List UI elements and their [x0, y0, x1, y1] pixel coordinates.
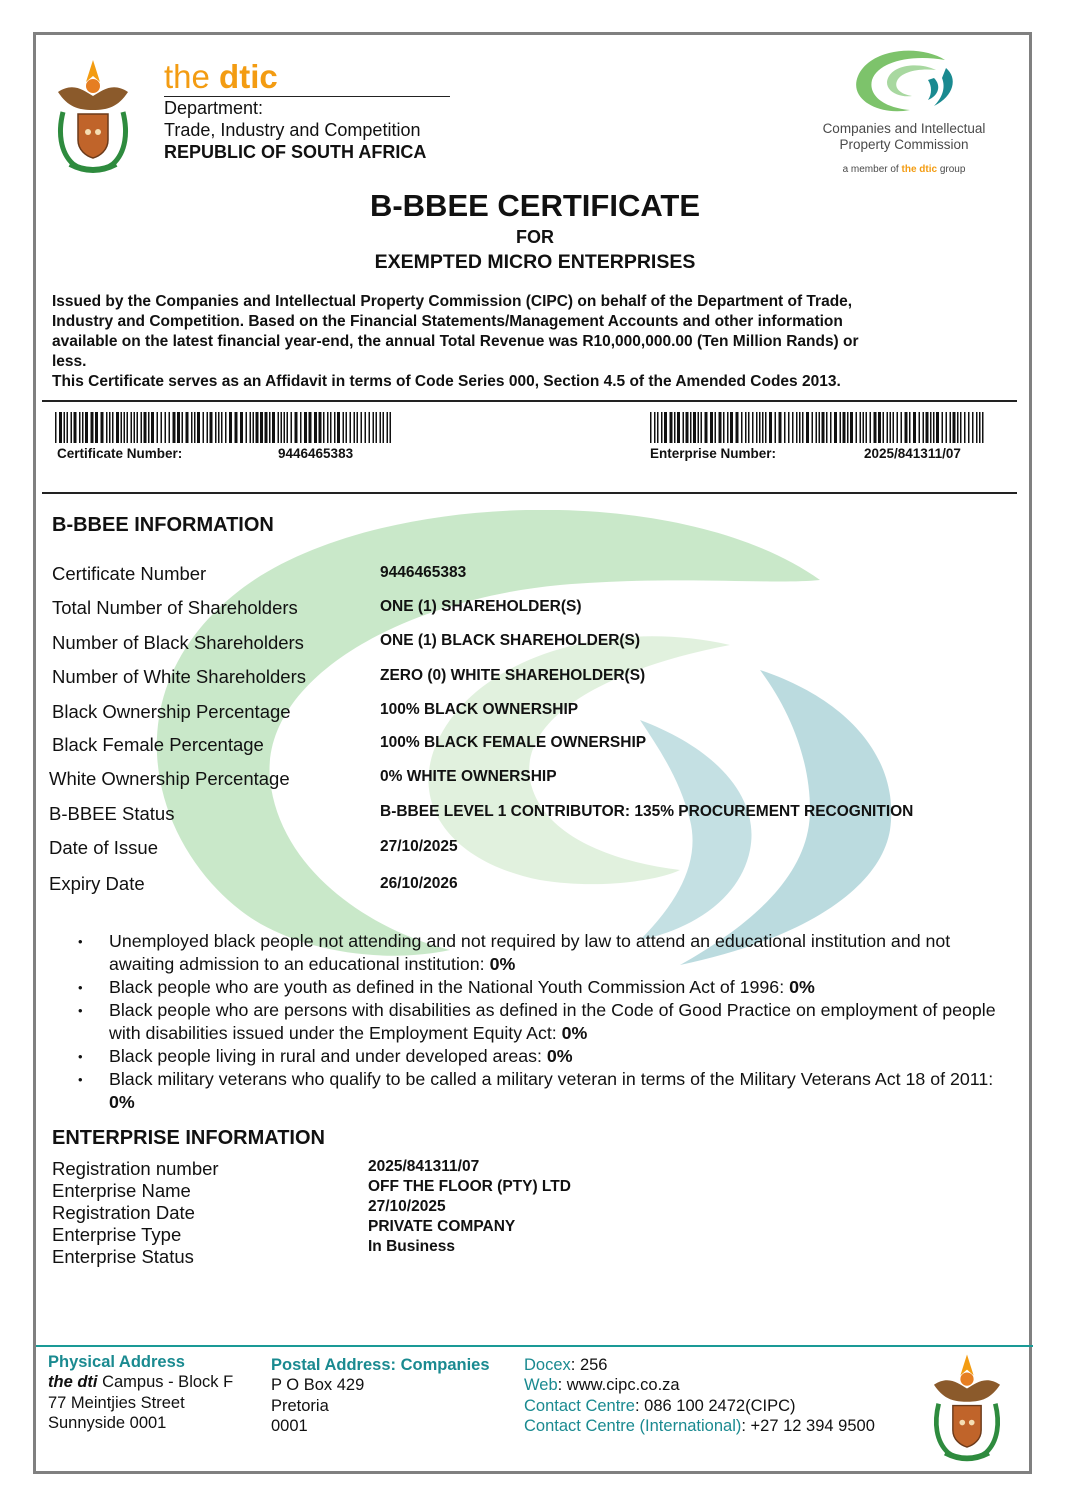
- enterprise-label: Enterprise Type: [52, 1224, 182, 1245]
- enterprise-value: OFF THE FLOOR (PTY) LTD: [368, 1178, 571, 1195]
- info-label: B-BBEE Status: [49, 803, 175, 824]
- beneficiary-list: [78, 930, 1018, 1114]
- info-value: 26/10/2026: [380, 875, 458, 892]
- certificate-title: B-BBEE CERTIFICATE: [369, 188, 701, 223]
- cipc-member-tagline: a member of the dtic group: [842, 164, 966, 175]
- physical-address: Physical Address the dti Campus - Block F 77 Meintjies Street Sunnyside 0001: [48, 1353, 234, 1432]
- info-label: Black Female Percentage: [52, 734, 264, 755]
- cipc-logo-icon: [850, 48, 960, 118]
- enterprise-value: 2025/841311/07: [368, 1158, 480, 1175]
- issued-statement: Issued by the Companies and Intellectual Property Commission (CIPC) on behalf of the Department of Trade, Industry and Competition. Based on the Financial Statements/Management Accounts and other information available on the latest financial year-end, the annual Total Revenue was R10,000,000.00 (Ten Million Rands) or less. This Certificate serves as an Affidavit in terms of Code Series 000, Section 4.5 of the Amended Codes 2013.: [52, 293, 859, 390]
- dtic-wordmark: the dtic: [164, 58, 278, 95]
- list-item: • Black military veterans who qualify to be called a military veteran in terms of the Military Veterans Act 18 of 2011: 0%: [78, 1068, 1018, 1114]
- info-value: 9446465383: [380, 564, 467, 581]
- enterprise-number-value: 2025/841311/07: [864, 446, 961, 461]
- info-label: Number of White Shareholders: [52, 666, 306, 687]
- contact-centre-international: Contact Centre (International): +27 12 394 9500: [524, 1416, 875, 1435]
- contact-docex: Docex: 256: [524, 1356, 608, 1374]
- info-value: 27/10/2025: [380, 838, 458, 855]
- list-item: • Unemployed black people not attending and not required by law to attend an educational institution and not awaiting admission to an educational institution: 0%: [78, 930, 1018, 976]
- enterprise-value: PRIVATE COMPANY: [368, 1218, 516, 1235]
- info-value: ZERO (0) WHITE SHAREHOLDER(S): [380, 667, 646, 684]
- bbbee-info-heading: B-BBEE INFORMATION: [52, 514, 274, 536]
- cipc-name: Companies and Intellectual Property Commission: [822, 121, 986, 152]
- info-value: ONE (1) SHAREHOLDER(S): [380, 598, 582, 615]
- info-label: Number of Black Shareholders: [52, 632, 304, 653]
- certificate-title-for: FOR: [516, 227, 554, 247]
- list-item: • Black people who are persons with disabilities as defined in the Code of Good Practice on employment of people with disabilities issued under the Employment Equity Act: 0%: [78, 999, 1018, 1045]
- info-label: Date of Issue: [49, 837, 159, 858]
- south-africa-coat-of-arms-icon: [924, 1347, 1010, 1465]
- contact-centre: Contact Centre: 086 100 2472(CIPC): [524, 1396, 796, 1415]
- info-label: Total Number of Shareholders: [52, 597, 298, 618]
- list-item: • Black people living in rural and under developed areas: 0%: [78, 1045, 1018, 1068]
- enterprise-value: In Business: [368, 1238, 455, 1255]
- info-value: ONE (1) BLACK SHAREHOLDER(S): [380, 632, 641, 649]
- info-label: Expiry Date: [49, 873, 145, 894]
- enterprise-value: 27/10/2025: [368, 1198, 446, 1215]
- country-name: REPUBLIC OF SOUTH AFRICA: [164, 142, 427, 162]
- enterprise-barcode: [650, 412, 986, 443]
- info-label: Certificate Number: [52, 563, 207, 584]
- contact-details: [524, 1355, 875, 1436]
- footer-divider: [36, 1345, 1033, 1347]
- info-label: Black Ownership Percentage: [52, 701, 291, 722]
- info-value: 0% WHITE OWNERSHIP: [380, 768, 557, 785]
- divider-top: [42, 400, 1017, 402]
- info-value: B-BBEE LEVEL 1 CONTRIBUTOR: 135% PROCUREMENT RECOGNITION: [380, 803, 914, 820]
- info-value: 100% BLACK OWNERSHIP: [380, 701, 579, 718]
- south-africa-coat-of-arms-icon: [48, 52, 138, 177]
- certificate-number-label: Certificate Number:: [57, 446, 183, 461]
- divider-bottom: [42, 492, 1017, 494]
- contact-web: Web: www.cipc.co.za: [524, 1376, 680, 1395]
- certificate-subtitle: EXEMPTED MICRO ENTERPRISES: [374, 251, 696, 273]
- enterprise-number-label: Enterprise Number:: [650, 446, 777, 461]
- enterprise-label: Registration number: [52, 1158, 219, 1179]
- enterprise-label: Enterprise Name: [52, 1180, 191, 1201]
- list-item: • Black people who are youth as defined in the National Youth Commission Act of 1996: 0%: [78, 976, 1018, 999]
- enterprise-label: Enterprise Status: [52, 1246, 194, 1267]
- info-value: 100% BLACK FEMALE OWNERSHIP: [380, 734, 647, 751]
- postal-address: Postal Address: Companies P O Box 429 Pretoria 0001: [271, 1356, 490, 1435]
- department-name: Department: Trade, Industry and Competition REPUBLIC OF SOUTH AFRICA: [164, 98, 427, 162]
- enterprise-info-heading: ENTERPRISE INFORMATION: [52, 1127, 325, 1149]
- certificate-number-value: 9446465383: [278, 446, 354, 461]
- enterprise-label: Registration Date: [52, 1202, 195, 1223]
- info-label: White Ownership Percentage: [49, 768, 290, 789]
- certificate-barcode: [55, 412, 393, 443]
